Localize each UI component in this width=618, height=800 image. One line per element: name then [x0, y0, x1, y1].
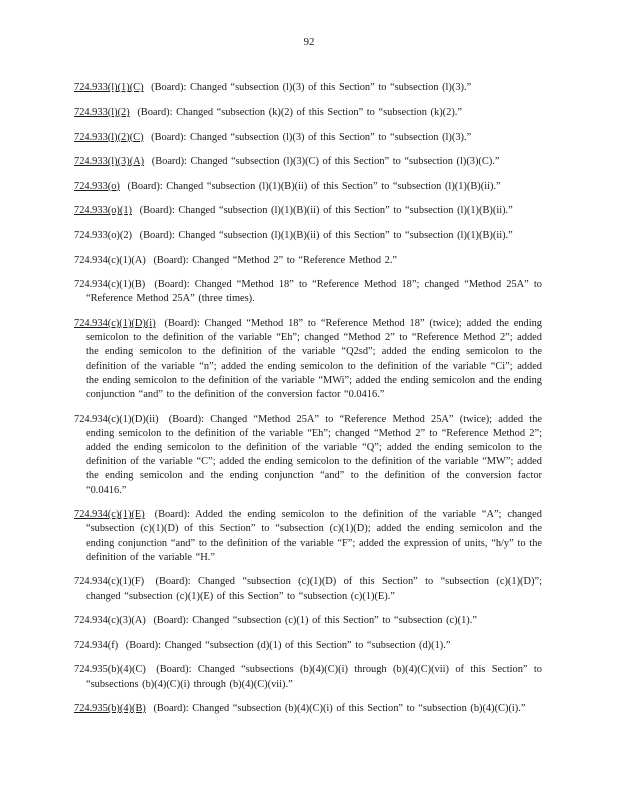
section-citation: 724.935(b)(4)(B) [74, 703, 146, 715]
amendment-entry [74, 702, 542, 716]
section-citation: 724.934(c)(1)(D)(ii) [74, 413, 159, 425]
section-citation: 724.933(o)(2) [74, 229, 133, 241]
amendment-entry [74, 508, 542, 565]
amendment-text: (Board): Changed “Method 2” to “Reference Method 2.” [153, 254, 398, 266]
amendment-entry [74, 180, 542, 194]
section-citation: 724.935(b)(4)(C) [74, 664, 146, 676]
amendment-text: (Board): Changed “subsection (l)(1)(B)(ii) of this Section” to “subsection (l)(1)(B)(ii).” [139, 205, 513, 217]
section-citation: 724.934(c)(1)(D)(i) [74, 317, 156, 329]
amendment-entry [74, 639, 542, 653]
amendment-text: (Board): Changed “subsection (k)(2) of this Section” to “subsection (k)(2).” [137, 106, 462, 118]
amendment-entry [74, 131, 542, 145]
amendment-text: (Board): Changed “subsection (c)(1) of this Section” to “subsection (c)(1).” [153, 615, 477, 627]
amendment-text: (Board): Changed “subsection (l)(1)(B)(ii) of this Section” to “subsection (l)(1)(B)(ii).” [139, 229, 513, 241]
amendment-entry [74, 155, 542, 169]
amendment-entry [74, 575, 542, 603]
amendment-text: (Board): Changed “subsections (b)(4)(C)(i) through (b)(4)(C)(vii) of this Section” to “subsections (b)(4)(C)(i) through (b)(4)(C)(vii).” [86, 664, 543, 690]
amendment-text: (Board): Changed “subsection (l)(3) of this Section” to “subsection (l)(3).” [151, 131, 472, 143]
section-citation: 724.934(c)(1)(F) [74, 576, 145, 588]
section-citation: 724.933(l)(2)(C) [74, 131, 144, 143]
amendment-entry [74, 317, 542, 402]
amendment-text: (Board): Changed “subsection (l)(3) of this Section” to “subsection (l)(3).” [151, 82, 472, 94]
section-citation: 724.933(o) [74, 180, 120, 192]
page-number: 92 [303, 36, 315, 48]
section-citation: 724.933(l)(2) [74, 106, 130, 118]
section-citation: 724.933(l)(3)(A) [74, 156, 145, 168]
amendment-entry [74, 81, 542, 95]
amendment-text: (Board): Added the ending semicolon to the definition of the variable “A”; changed “subsection (c)(1)(D) of this Section” to “subsection (c)(1)(D); added the ending semicolon and the ending conjunction “and” to the definition of the variable “F”; added the expression of units, “h/y” to the definition of the variable “H.” [86, 509, 542, 563]
section-citation: 724.934(c)(1)(B) [74, 279, 146, 291]
amendment-text: (Board): Changed “Method 25A” to “Reference Method 25A” (twice); added the ending semicolon to the definition of the variable “Eh”; changed “Method 2” to “Reference Method 2”; added the ending semicolon to the definition of the variable “Q”; added the ending semicolon to the definition of the variable “C”; added the ending semicolon to the definition of the variable “MW”; added the ending semicolon and the ending conjunction “and” to the definition of the conversion factor “0.0416.” [86, 413, 542, 496]
section-citation: 724.934(c)(1)(E) [74, 509, 145, 521]
amendment-entry [74, 614, 542, 628]
amendment-entry [74, 663, 542, 691]
section-citation: 724.933(l)(1)(C) [74, 82, 144, 94]
section-citation: 724.934(c)(1)(A) [74, 254, 146, 266]
amendment-entry [74, 229, 542, 243]
amendment-entry [74, 204, 542, 218]
amendment-text: (Board): Changed “subsection (l)(1)(B)(ii) of this Section” to “subsection (l)(1)(B)(ii).” [127, 180, 501, 192]
amendment-text: (Board): Changed “subsection (d)(1) of this Section” to “subsection (d)(1).” [125, 639, 451, 651]
amendment-entry [74, 413, 542, 498]
amendment-text: (Board): Changed “subsection (c)(1)(D) of this Section” to “subsection (c)(1)(D)”; changed “subsection (c)(1)(E) of this Section” to “subsection (c)(1)(E).” [86, 576, 542, 602]
amendment-text: (Board): Changed “subsection (b)(4)(C)(i) of this Section” to “subsection (b)(4)(C)(i).” [153, 703, 526, 715]
amendment-entry [74, 106, 542, 120]
amendment-list [74, 71, 542, 722]
amendment-text: (Board): Changed “subsection (l)(3)(C) of this Section” to “subsection (l)(3)(C).” [151, 156, 500, 168]
section-citation: 724.934(c)(3)(A) [74, 615, 146, 627]
amendment-text: (Board): Changed “Method 18” to “Reference Method 18” (twice); added the ending semicolon to the definition of the variable “Eh”; changed “Method 2” to “Reference Method 2”; added the ending semicolon to the definition of the variable “Q2sd”; added the ending semicolon to the definition of the variable “n”; added the ending semicolon to the definition of the variable “Ci”; added the ending semicolon to the definition of the variable “MWi”; added the ending semicolon and the ending conjunction “and” to the definition of the conversion factor “0.0416.” [86, 317, 542, 400]
section-citation: 724.933(o)(1) [74, 205, 133, 217]
amendment-entry [74, 254, 542, 268]
section-citation: 724.934(f) [74, 639, 119, 651]
amendment-text: (Board): Changed “Method 18” to “Reference Method 18”; changed “Method 25A” to “Reference Method 25A” (three times). [86, 279, 542, 305]
amendment-entry [74, 278, 542, 306]
